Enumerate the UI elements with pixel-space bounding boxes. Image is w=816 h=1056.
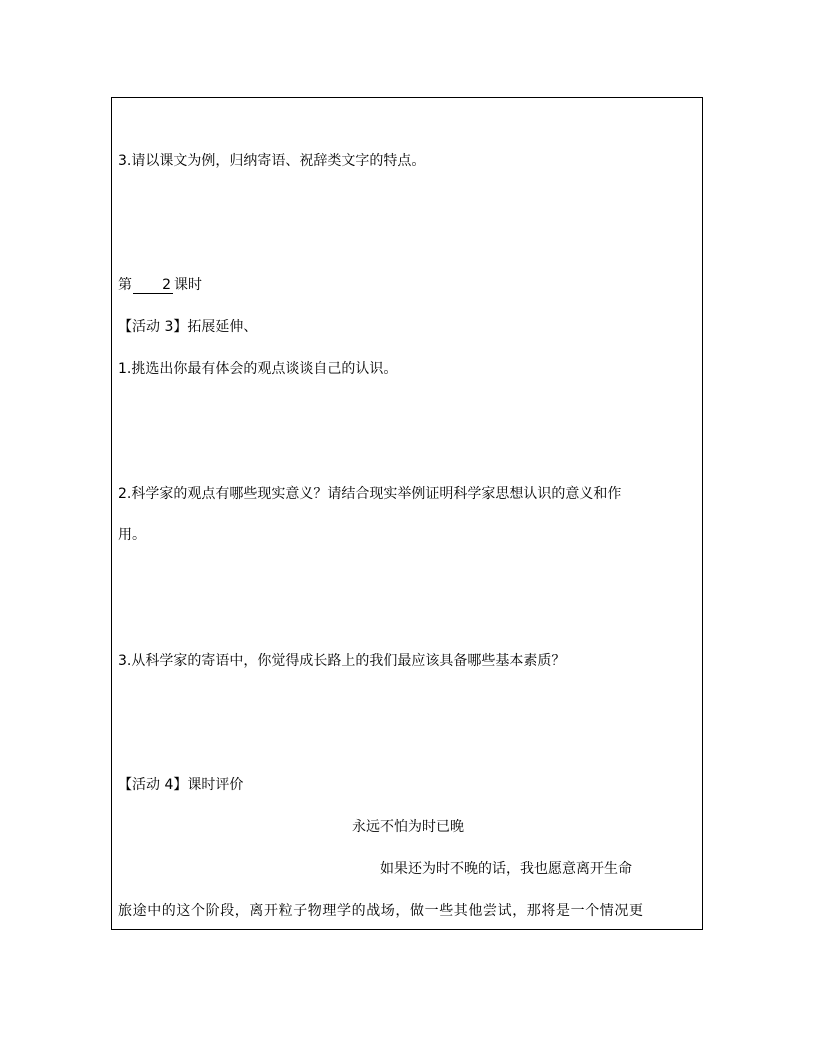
activity-3-question-1: 1.挑选出你最有体会的观点谈谈自己的认识。 (118, 361, 398, 377)
item-3-summary-question: 3.请以课文为例，归纳寄语、祝辞类文字的特点。 (118, 153, 426, 169)
activity-3-question-2-line-1: 2.科学家的观点有哪些现实意义？请结合现实举例证明科学家思想认识的意义和作 (118, 486, 622, 502)
content-table-cell (111, 97, 703, 930)
lesson-heading (118, 276, 202, 294)
reading-paragraph-line-2: 旅途中的这个阶段，离开粒子物理学的战场，做一些其他尝试，那将是一个情况更 (118, 903, 644, 919)
activity-3-title: 【活动 3】拓展延伸、 (118, 319, 258, 335)
lesson-number: 2 (133, 277, 173, 294)
activity-3-question-2-line-2: 用。 (118, 527, 146, 543)
activity-3-question-3: 3.从科学家的寄语中，你觉得成长路上的我们最应该具备哪些基本素质？ (118, 653, 566, 669)
activity-4-title: 【活动 4】课时评价 (118, 777, 244, 793)
lesson-suffix: 课时 (174, 277, 202, 293)
reading-title: 永远不怕为时已晚 (352, 819, 464, 835)
lesson-prefix: 第 (118, 277, 132, 293)
reading-paragraph-line-1: 如果还为时不晚的话，我也愿意离开生命 (380, 861, 632, 877)
